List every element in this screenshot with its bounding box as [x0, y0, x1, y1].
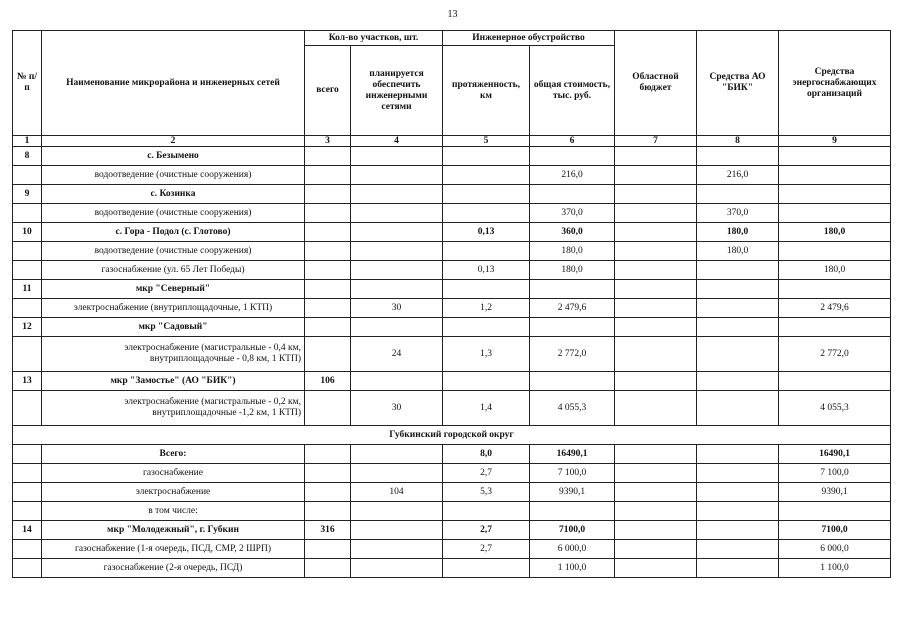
cell-energy	[779, 166, 891, 185]
cell-regional	[615, 372, 697, 391]
header-num: № п/п	[13, 31, 42, 136]
cell-cost: 1 100,0	[530, 559, 615, 578]
header-group-infra: Инженерное обустройство	[443, 31, 615, 46]
cell-energy: 7 100,0	[779, 464, 891, 483]
table-row	[13, 299, 891, 318]
cell-length	[443, 318, 530, 337]
row-number	[13, 502, 42, 521]
cell-bik	[697, 391, 779, 426]
cell-cost: 7 100,0	[530, 464, 615, 483]
cell-bik	[697, 521, 779, 540]
cell-energy: 9390,1	[779, 483, 891, 502]
section-row	[13, 426, 891, 445]
cell-bik	[697, 445, 779, 464]
row-name: водоотведение (очистные сооружения)	[42, 166, 305, 185]
table-row	[13, 261, 891, 280]
cell-cost: 180,0	[530, 242, 615, 261]
cell-total: 316	[305, 521, 351, 540]
table-row	[13, 464, 891, 483]
cell-cost: 2 479,6	[530, 299, 615, 318]
cell-energy	[779, 280, 891, 299]
cell-planned: 24	[351, 337, 443, 372]
cell-length	[443, 559, 530, 578]
row-name: электроснабжение (магистральные - 0,4 км, внутриплощадочные - 0,8 км, 1 КТП)	[42, 337, 305, 372]
table-row	[13, 280, 891, 299]
col-number: 5	[443, 136, 530, 147]
row-name: электроснабжение (внутриплощадочные, 1 КТП)	[42, 299, 305, 318]
cell-cost	[530, 185, 615, 204]
page-number: 13	[447, 9, 458, 20]
col-number: 9	[779, 136, 891, 147]
header-group-plots: Кол-во участков, шт.	[305, 31, 443, 46]
table-row	[13, 204, 891, 223]
cell-planned	[351, 540, 443, 559]
cell-cost	[530, 280, 615, 299]
col-number: 6	[530, 136, 615, 147]
cell-regional	[615, 540, 697, 559]
row-number	[13, 242, 42, 261]
table-row	[13, 185, 891, 204]
row-name: с. Козинка	[42, 185, 305, 204]
cell-total	[305, 242, 351, 261]
cell-length: 0,13	[443, 223, 530, 242]
cell-regional	[615, 147, 697, 166]
cell-regional	[615, 223, 697, 242]
cell-energy: 16490,1	[779, 445, 891, 464]
cell-energy: 180,0	[779, 223, 891, 242]
cell-total	[305, 185, 351, 204]
cell-planned	[351, 185, 443, 204]
cell-total	[305, 540, 351, 559]
row-name: мкр "Молодежный", г. Губкин	[42, 521, 305, 540]
cell-length	[443, 280, 530, 299]
cell-cost	[530, 147, 615, 166]
cell-regional	[615, 318, 697, 337]
row-name: газоснабжение	[42, 464, 305, 483]
cell-bik	[697, 261, 779, 280]
cell-energy	[779, 204, 891, 223]
cell-total	[305, 502, 351, 521]
cell-cost: 370,0	[530, 204, 615, 223]
cell-length	[443, 147, 530, 166]
cell-length	[443, 185, 530, 204]
cell-planned: 30	[351, 299, 443, 318]
cell-planned	[351, 521, 443, 540]
table-body	[13, 147, 891, 578]
cell-length: 2,7	[443, 540, 530, 559]
cell-bik	[697, 372, 779, 391]
cell-regional	[615, 166, 697, 185]
section-title: Губкинский городской округ	[13, 426, 891, 445]
row-number	[13, 559, 42, 578]
row-number	[13, 166, 42, 185]
cell-energy: 4 055,3	[779, 391, 891, 426]
table-row	[13, 337, 891, 372]
table-row	[13, 521, 891, 540]
table-row	[13, 540, 891, 559]
row-number	[13, 391, 42, 426]
cell-planned	[351, 204, 443, 223]
cell-total	[305, 483, 351, 502]
row-number	[13, 483, 42, 502]
cell-regional	[615, 502, 697, 521]
cell-total	[305, 318, 351, 337]
cell-regional	[615, 445, 697, 464]
cell-length: 1,2	[443, 299, 530, 318]
cell-length: 5,3	[443, 483, 530, 502]
cell-total	[305, 166, 351, 185]
cell-planned	[351, 464, 443, 483]
table-row	[13, 391, 891, 426]
cell-energy	[779, 502, 891, 521]
row-number	[13, 337, 42, 372]
cell-cost	[530, 372, 615, 391]
col-number: 8	[697, 136, 779, 147]
header-name: Наименование микрорайона и инженерных сетей	[42, 31, 305, 136]
row-name: газоснабжение (1-я очередь, ПСД, СМР, 2 ШРП)	[42, 540, 305, 559]
row-name: с. Гора - Подол (с. Глотово)	[42, 223, 305, 242]
cell-bik	[697, 280, 779, 299]
cell-energy	[779, 147, 891, 166]
cell-bik	[697, 337, 779, 372]
cell-length: 0,13	[443, 261, 530, 280]
row-number	[13, 445, 42, 464]
cell-bik	[697, 540, 779, 559]
cell-planned	[351, 502, 443, 521]
cell-bik: 180,0	[697, 242, 779, 261]
cell-energy: 6 000,0	[779, 540, 891, 559]
cell-bik	[697, 185, 779, 204]
cell-cost: 180,0	[530, 261, 615, 280]
cell-planned	[351, 559, 443, 578]
cell-bik: 216,0	[697, 166, 779, 185]
cell-total	[305, 337, 351, 372]
cell-regional	[615, 299, 697, 318]
infrastructure-table	[12, 30, 891, 578]
cell-bik	[697, 483, 779, 502]
cell-total	[305, 445, 351, 464]
table-row	[13, 502, 891, 521]
cell-planned	[351, 223, 443, 242]
row-name: водоотведение (очистные сооружения)	[42, 204, 305, 223]
cell-cost: 6 000,0	[530, 540, 615, 559]
cell-total	[305, 223, 351, 242]
cell-cost	[530, 502, 615, 521]
cell-total: 106	[305, 372, 351, 391]
row-name: мкр "Замостье" (АО "БИК")	[42, 372, 305, 391]
cell-energy	[779, 242, 891, 261]
cell-cost: 216,0	[530, 166, 615, 185]
cell-planned	[351, 261, 443, 280]
cell-total	[305, 464, 351, 483]
row-number: 12	[13, 318, 42, 337]
table-row	[13, 483, 891, 502]
cell-regional	[615, 337, 697, 372]
row-name: электроснабжение	[42, 483, 305, 502]
cell-energy: 2 479,6	[779, 299, 891, 318]
row-number	[13, 299, 42, 318]
cell-planned	[351, 242, 443, 261]
cell-regional	[615, 242, 697, 261]
cell-length: 1,4	[443, 391, 530, 426]
row-name: Всего:	[42, 445, 305, 464]
cell-bik	[697, 299, 779, 318]
cell-length: 2,7	[443, 521, 530, 540]
cell-cost: 360,0	[530, 223, 615, 242]
table-row	[13, 559, 891, 578]
col-number: 2	[42, 136, 305, 147]
cell-regional	[615, 261, 697, 280]
cell-length	[443, 502, 530, 521]
table-row	[13, 318, 891, 337]
cell-total	[305, 280, 351, 299]
cell-planned: 30	[351, 391, 443, 426]
cell-cost: 2 772,0	[530, 337, 615, 372]
row-number	[13, 261, 42, 280]
cell-planned	[351, 280, 443, 299]
cell-cost: 4 055,3	[530, 391, 615, 426]
header-cost: общая стоимость, тыс. руб.	[530, 46, 615, 136]
cell-length	[443, 166, 530, 185]
cell-energy: 1 100,0	[779, 559, 891, 578]
cell-planned	[351, 147, 443, 166]
row-name: мкр "Северный"	[42, 280, 305, 299]
cell-length	[443, 204, 530, 223]
cell-planned: 104	[351, 483, 443, 502]
row-name: в том числе:	[42, 502, 305, 521]
col-number: 7	[615, 136, 697, 147]
cell-bik	[697, 464, 779, 483]
row-number: 14	[13, 521, 42, 540]
header-regional: Областной бюджет	[615, 31, 697, 136]
cell-total	[305, 147, 351, 166]
row-name: водоотведение (очистные сооружения)	[42, 242, 305, 261]
row-number	[13, 204, 42, 223]
row-name: газоснабжение (ул. 65 Лет Победы)	[42, 261, 305, 280]
cell-regional	[615, 185, 697, 204]
row-number: 9	[13, 185, 42, 204]
cell-planned	[351, 318, 443, 337]
cell-bik	[697, 318, 779, 337]
cell-length: 1,3	[443, 337, 530, 372]
cell-energy: 2 772,0	[779, 337, 891, 372]
cell-bik	[697, 502, 779, 521]
row-number	[13, 540, 42, 559]
table-row	[13, 372, 891, 391]
cell-planned	[351, 166, 443, 185]
cell-total	[305, 559, 351, 578]
cell-regional	[615, 280, 697, 299]
row-number: 13	[13, 372, 42, 391]
cell-cost: 9390,1	[530, 483, 615, 502]
header-total: всего	[305, 46, 351, 136]
cell-energy	[779, 185, 891, 204]
row-name: с. Безымено	[42, 147, 305, 166]
row-number: 8	[13, 147, 42, 166]
cell-length	[443, 372, 530, 391]
cell-regional	[615, 521, 697, 540]
cell-total	[305, 299, 351, 318]
cell-planned	[351, 445, 443, 464]
col-number: 3	[305, 136, 351, 147]
cell-bik: 370,0	[697, 204, 779, 223]
cell-energy	[779, 318, 891, 337]
row-number: 11	[13, 280, 42, 299]
table-row	[13, 242, 891, 261]
row-name: газоснабжение (2-я очередь, ПСД)	[42, 559, 305, 578]
cell-regional	[615, 204, 697, 223]
cell-planned	[351, 372, 443, 391]
table-row	[13, 166, 891, 185]
cell-length	[443, 242, 530, 261]
table-row	[13, 445, 891, 464]
column-number-row	[13, 136, 891, 147]
header-length: протяженность, км	[443, 46, 530, 136]
table-row	[13, 223, 891, 242]
cell-total	[305, 261, 351, 280]
row-name: мкр "Садовый"	[42, 318, 305, 337]
col-number: 4	[351, 136, 443, 147]
row-number: 10	[13, 223, 42, 242]
header-energy: Средства энергоснабжающих организаций	[779, 31, 891, 136]
cell-energy: 180,0	[779, 261, 891, 280]
cell-total	[305, 391, 351, 426]
col-number: 1	[13, 136, 42, 147]
row-name: электроснабжение (магистральные - 0,2 км, внутриплощадочные -1,2 км, 1 КТП)	[42, 391, 305, 426]
cell-length: 2,7	[443, 464, 530, 483]
cell-total	[305, 204, 351, 223]
cell-bik	[697, 559, 779, 578]
header-bik: Средства АО "БИК"	[697, 31, 779, 136]
cell-regional	[615, 559, 697, 578]
cell-regional	[615, 391, 697, 426]
cell-regional	[615, 464, 697, 483]
cell-bik	[697, 147, 779, 166]
header-planned: планируется обеспечить инженерными сетями	[351, 46, 443, 136]
cell-regional	[615, 483, 697, 502]
cell-bik: 180,0	[697, 223, 779, 242]
cell-cost: 7100,0	[530, 521, 615, 540]
cell-cost: 16490,1	[530, 445, 615, 464]
cell-energy	[779, 372, 891, 391]
cell-cost	[530, 318, 615, 337]
cell-length: 8,0	[443, 445, 530, 464]
row-number	[13, 464, 42, 483]
table-row	[13, 147, 891, 166]
cell-energy: 7100,0	[779, 521, 891, 540]
